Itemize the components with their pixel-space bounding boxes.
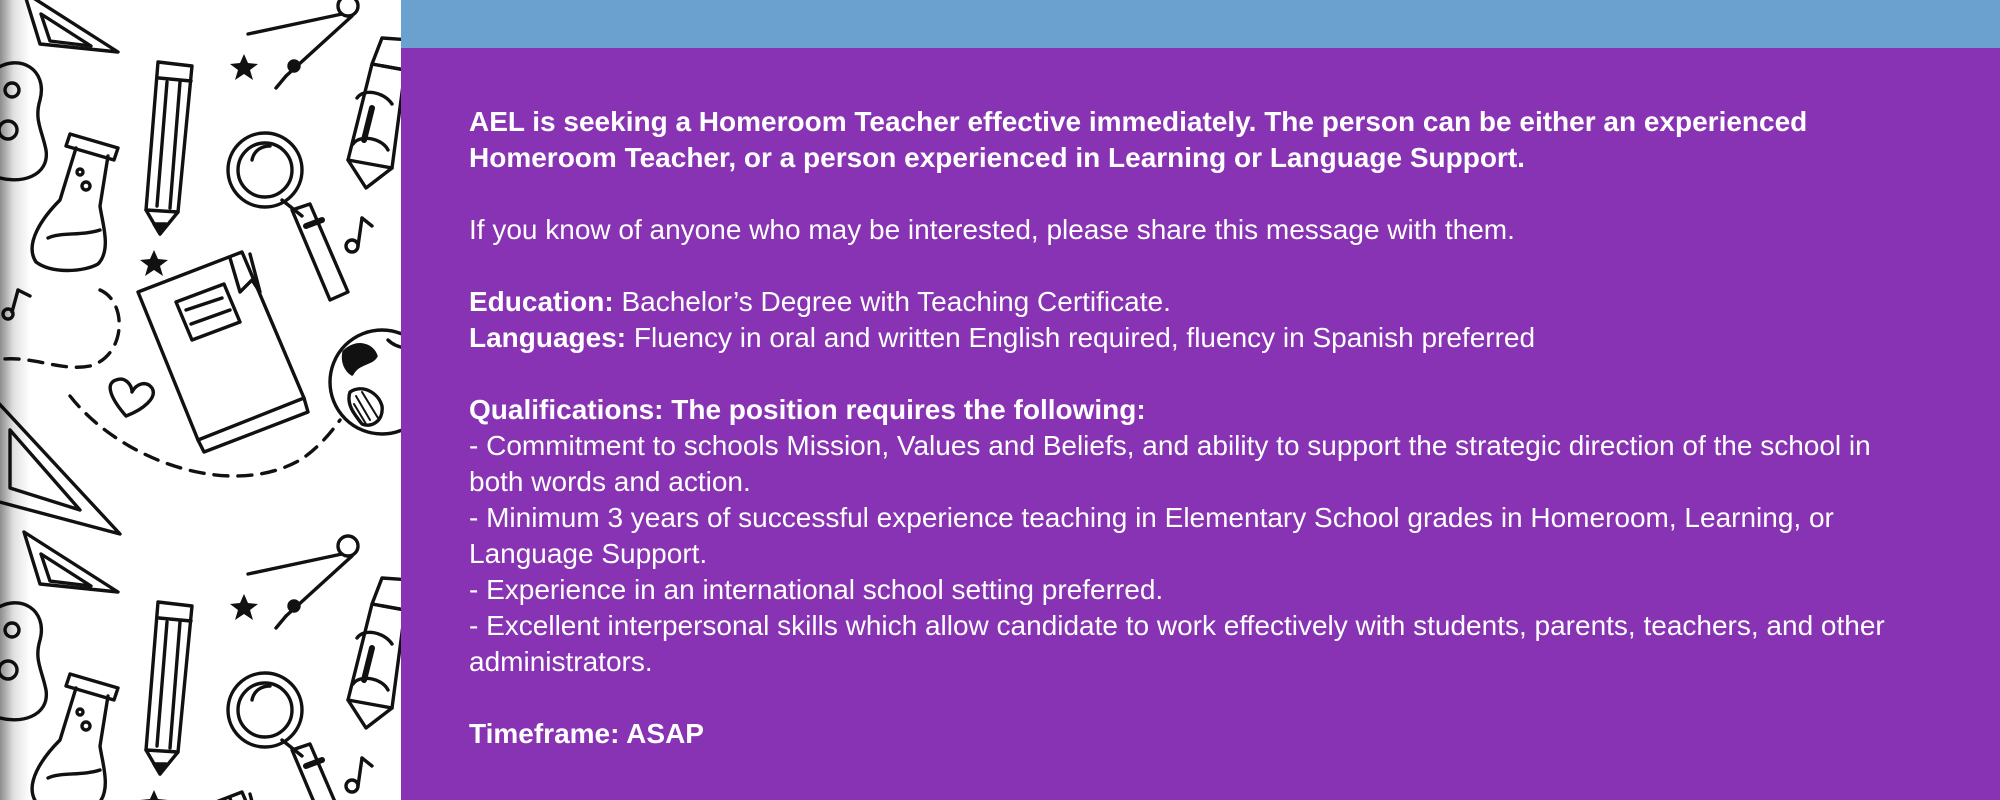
qualification-item: - Minimum 3 years of successful experience teaching in Elementary School grades in Homeroom, Learning, or Language Support. — [469, 502, 1834, 569]
qualifications-block — [469, 392, 1889, 680]
languages-label: Languages: — [469, 322, 627, 353]
job-posting-text — [469, 104, 1889, 788]
languages-line — [469, 320, 1889, 356]
job-posting-panel — [401, 48, 2000, 800]
education-value: Bachelor’s Degree with Teaching Certificate. — [613, 286, 1171, 317]
share-message: If you know of anyone who may be interested, please share this message with them. — [469, 214, 1515, 245]
intro-paragraph: AEL is seeking a Homeroom Teacher effective immediately. The person can be either an experienced Homeroom Teacher, or a person experienced in Learning or Language Support. — [469, 106, 1808, 173]
qualifications-heading: Qualifications: The position requires the following: — [469, 394, 1146, 425]
qualification-item: - Commitment to schools Mission, Values and Beliefs, and ability to support the strategic direction of the school in both words and action. — [469, 430, 1871, 497]
timeframe-line: Timeframe: ASAP — [469, 718, 704, 749]
languages-value: Fluency in oral and written English required, fluency in Spanish preferred — [626, 322, 1536, 353]
education-label: Education: — [469, 286, 614, 317]
requirements-block — [469, 284, 1889, 356]
header-band — [401, 0, 2000, 48]
qualification-item: - Experience in an international school setting preferred. — [469, 574, 1164, 605]
doodle-art-panel — [0, 0, 401, 800]
education-line — [469, 284, 1889, 320]
qualification-item: - Excellent interpersonal skills which allow candidate to work effectively with students, parents, teachers, and other administrators. — [469, 610, 1885, 677]
